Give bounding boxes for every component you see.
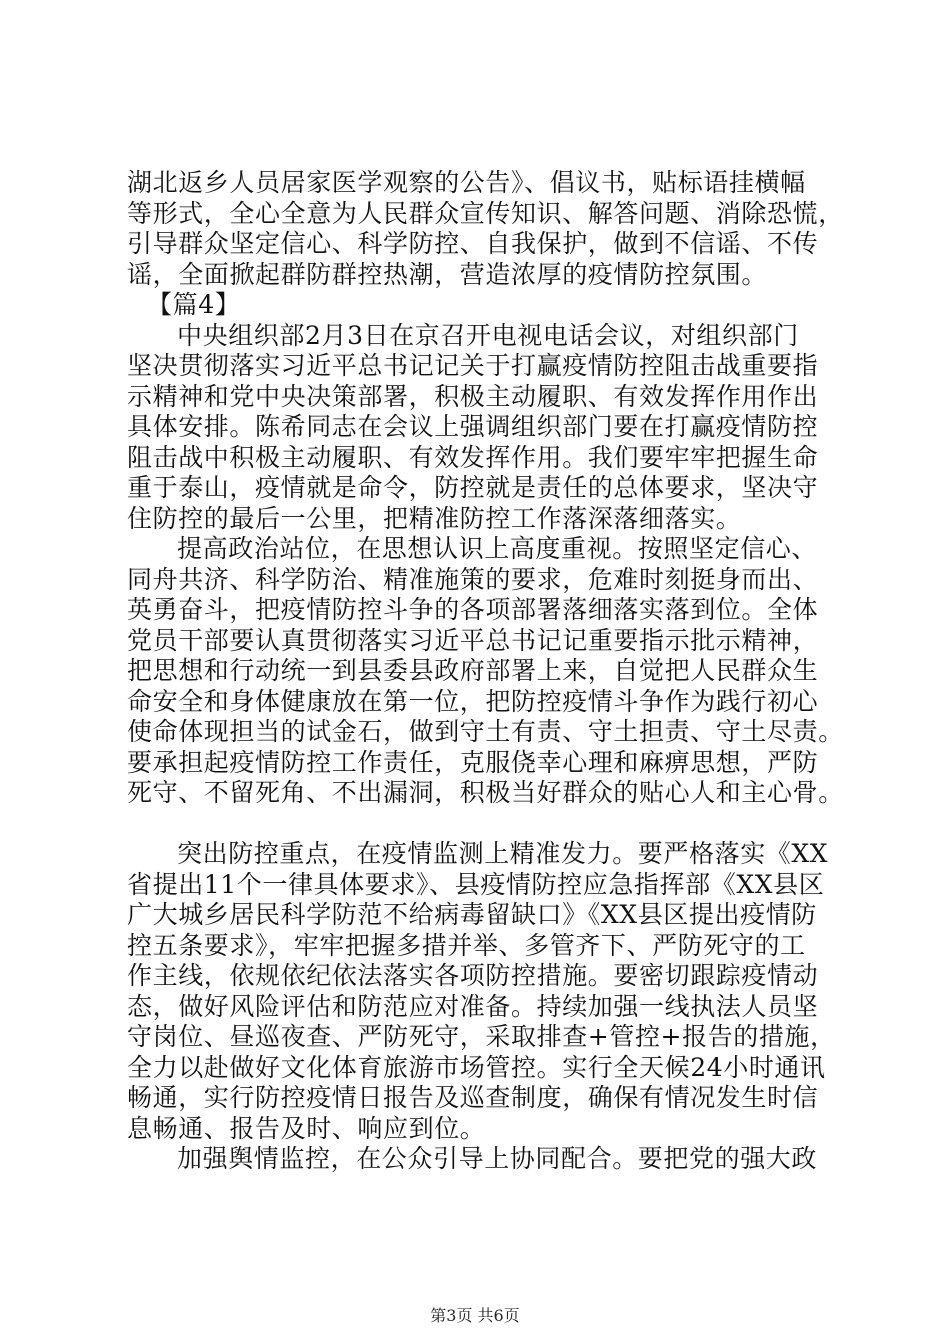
text-line: 阻击战中积极主动履职、有效发挥作用。我们要牢牢把握生命 <box>127 442 819 472</box>
text-line: 守岗位、昼巡夜查、严防死守，采取排查+管控+报告的措施， <box>127 1022 836 1051</box>
text-line: 党员干部要认真贯彻落实习近平总书记记重要指示批示精神， <box>127 625 819 655</box>
blank-line <box>127 809 843 840</box>
text-line: 突出防控重点，在疫情监测上精准发力。要严格落实《XX <box>177 839 829 868</box>
text-line: 息畅通、报告及时、响应到位。 <box>127 1113 486 1143</box>
page-number: 第3页 共6页 <box>430 1306 520 1325</box>
document-body <box>127 168 843 1175</box>
text-line: 省提出11个一律具体要求》、县疫情防控应急指挥部《XX县区 <box>127 869 825 899</box>
text-line: 控五条要求》，牢牢把握多措并举、多管齐下、严防死守的工 <box>127 930 806 960</box>
text-line: 广大城乡居民科学防范不给病毒留缺口》《XX县区提出疫情防 <box>127 900 817 929</box>
text-line: 作主线，依规依纪依法落实各项防控措施。要密切跟踪疫情动 <box>127 961 819 990</box>
text-line: 英勇奋斗，把疫情防控斗争的各项部署落细落实落到位。全体 <box>127 595 819 624</box>
text-line: 引导群众坚定信心、科学防控、自我保护，做到不信谣、不传 <box>127 229 819 258</box>
text-line: 提高政治站位，在思想认识上高度重视。按照坚定信心、 <box>177 534 818 563</box>
text-line: 中央组织部2月3日在京召开电视电话会议，对组织部门 <box>177 320 799 350</box>
text-line: 等形式，全心全意为人民群众宣传知识、解答问题、消除恐慌， <box>127 198 844 228</box>
text-line: 要承担起疫情防控工作责任，克服侥幸心理和麻痹思想，严防 <box>127 747 819 777</box>
text-line: 把思想和行动统一到县委县政府部署上来，自觉把人民群众生 <box>127 656 819 685</box>
text-line: 湖北返乡人员居家医学观察的公告》、倡议书，贴标语挂横幅 <box>127 168 806 197</box>
text-line: 具体安排。陈希同志在会议上强调组织部门要在打赢疫情防控 <box>127 412 819 441</box>
section-heading: 【篇4】 <box>147 290 241 319</box>
text-line: 态，做好风险评估和防范应对准备。持续加强一线执法人员坚 <box>127 991 819 1021</box>
text-line: 同舟共济、科学防治、精准施策的要求，危难时刻挺身而出、 <box>127 564 819 594</box>
text-line: 住防控的最后一公里，把精准防控工作落深落细落实。 <box>127 503 742 533</box>
text-line: 谣，全面掀起群防群控热潮，营造浓厚的疫情防控氛围。 <box>127 259 768 289</box>
text-line: 重于泰山，疫情就是命令，防控就是责任的总体要求，坚决守 <box>127 473 819 502</box>
text-line: 畅通，实行防控疫情日报告及巡查制度，确保有情况发生时信 <box>127 1083 819 1112</box>
text-line: 加强舆情监控，在公众引导上协同配合。要把党的强大政 <box>177 1144 818 1173</box>
text-line: 示精神和党中央决策部署，积极主动履职、有效发挥作用作出 <box>127 381 819 411</box>
text-line: 全力以赴做好文化体育旅游市场管控。实行全天候24小时通讯 <box>127 1052 826 1082</box>
text-line: 死守、不留死角、不出漏洞，积极当好群众的贴心人和主心骨。 <box>127 778 844 807</box>
text-line: 使命体现担当的试金石，做到守土有责、守土担责、守土尽责。 <box>127 717 844 746</box>
text-line: 坚决贯彻落实习近平总书记记关于打赢疫情防控阻击战重要指 <box>127 351 819 380</box>
text-line: 命安全和身体健康放在第一位，把防控疫情斗争作为践行初心 <box>127 686 819 716</box>
